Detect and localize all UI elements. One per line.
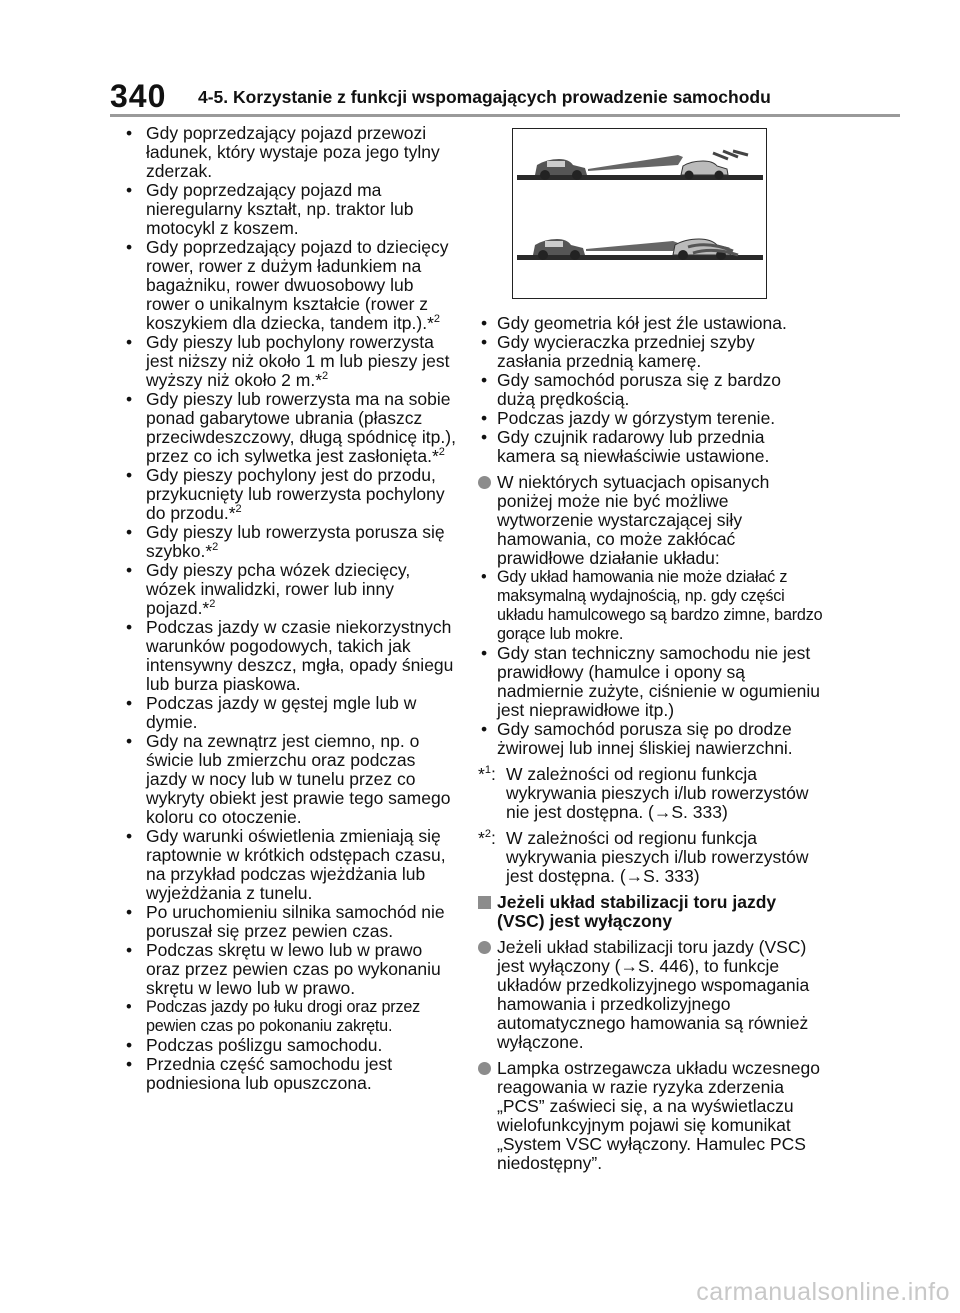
list-item-text: Gdy warunki oświetlenia zmieniają się raptownie w krótkich odstępach czasu, na przykład podczas wjeżdżania lub wyjeżdżania z tunelu. [146, 826, 446, 903]
left-column [110, 124, 460, 1093]
list-item-text: Gdy pieszy lub pochylony rowerzysta jest niższy niż około 1 m lub pieszy jest wyższy niż około 2 m.* [146, 332, 450, 390]
note-text: Lampka ostrzegawcza układu wczesnego reagowania w razie ryzyka zderzenia „PCS” zaświeci się, a na wyświetlaczu wielofunkcyjnym pojawi się komunikat „System VSC wyłączony. Hamulec PCS niedostępny”. [497, 1058, 820, 1173]
list-item-text: Gdy stan techniczny samochodu nie jest prawidłowy (hamulce i opony są nadmiernie zużyte, ciśnienie w ogumieniu jest nieprawidłowe itp.) [497, 643, 820, 720]
list-item-text: Gdy samochód porusza się z bardzo dużą prędkością. [497, 370, 782, 409]
list-item [110, 1055, 460, 1093]
right-bullet-list-2 [478, 568, 823, 758]
list-item-text: Gdy pieszy pcha wózek dziecięcy, wózek inwalidzki, rower lub inny pojazd.* [146, 560, 411, 618]
radar-scene-graphic [513, 129, 767, 299]
list-item [478, 314, 823, 333]
page-header [110, 78, 900, 114]
page-number: 340 [110, 78, 167, 114]
right-bullet-list-1 [478, 314, 823, 466]
list-item [478, 720, 823, 758]
list-item-text: Gdy czujnik radarowy lub przednia kamera są niewłaściwie ustawione. [497, 427, 770, 466]
footnote-mark: *$^1$: [478, 764, 496, 784]
list-item-text: Gdy samochód porusza się po drodze żwirowej lub innej śliskiej nawierzchni. [497, 719, 793, 758]
list-item [110, 1036, 460, 1055]
footnote-ref: 2 [212, 541, 219, 553]
list-item-text: Gdy pieszy lub rowerzysta ma na sobie ponad gabarytowe ubrania (płaszcz przeciwdeszczowy, długą spódnicę itp.), przez co ich sylwetka jest zasłonięta.* [146, 389, 456, 466]
list-item [110, 998, 460, 1036]
list-item [110, 561, 460, 618]
list-item [110, 827, 460, 903]
footnote-star: * [478, 764, 485, 784]
radar-illustration [512, 128, 767, 299]
left-bullet-list [110, 124, 460, 1093]
footnote-number: 2 [484, 828, 491, 840]
list-item [478, 333, 823, 371]
list-item [110, 124, 460, 181]
list-item-text: Podczas jazdy po łuku drogi oraz przez pewien czas po pokonaniu zakrętu. [146, 998, 421, 1035]
footnotes [478, 765, 823, 886]
list-item [110, 390, 460, 466]
watermark: carmanualsonline.info [696, 1278, 950, 1306]
list-item [110, 694, 460, 732]
footnote [478, 765, 823, 822]
list-item [110, 466, 460, 523]
list-item-text: Gdy pieszy pochylony jest do przodu, przykucnięty lub rowerzysta pochylony do przodu.* [146, 465, 445, 523]
list-item [478, 644, 823, 720]
circle-bullet-icon [478, 476, 491, 489]
list-item [110, 903, 460, 941]
chapter-title: 4-5. Korzystanie z funkcji wspomagających prowadzenie samochodu [198, 87, 771, 107]
list-item-text: Gdy poprzedzający pojazd to dziecięcy rower, rower z dużym ładunkiem na bagażniku, rower dwuosobowy lub rower o unikalnym kształcie (rower z koszykiem dla dziecka, tandem itp.).* [146, 237, 449, 333]
footnote-ref: 2 [433, 313, 441, 325]
list-item-text: Gdy wycieraczka przedniej szyby zasłania przednią kamerę. [497, 332, 755, 371]
list-item [110, 732, 460, 827]
note-vsc-off [478, 938, 823, 1052]
list-item [478, 409, 823, 428]
square-bullet-icon [478, 896, 491, 909]
list-item-text: Podczas jazdy w gęstej mgle lub w dymie. [146, 693, 417, 732]
radar-beam-top-icon [588, 155, 683, 171]
footnote-star: * [478, 828, 485, 848]
list-item-text: Przednia część samochodu jest podniesiona lub opuszczona. [146, 1054, 393, 1093]
footnote-mark: *$^2$: [478, 828, 496, 848]
footnote-ref: 2 [322, 370, 329, 382]
list-item [478, 428, 823, 466]
list-item-text: Podczas skrętu w lewo lub w prawo oraz przez pewien czas po wykonaniu skrętu w lewo lub w prawo. [146, 940, 441, 998]
note-pcs-warning [478, 1059, 823, 1173]
list-item-text: Podczas jazdy w górzystym terenie. [497, 408, 776, 428]
note-text: Jeżeli układ stabilizacji toru jazdy (VSC) jest wyłączony (→S. 446), to funkcje układów przedkolizyjnego wspomagania hamowania i przedkolizyjnego automatycznego hamowania są również wyłączone. [497, 937, 810, 1052]
list-item-text: Gdy pieszy lub rowerzysta porusza się szybko.* [146, 522, 445, 561]
footnote-number: 1 [484, 764, 491, 776]
header-rule [110, 114, 900, 117]
footnote-ref: 2 [438, 446, 445, 458]
list-item-text: Gdy układ hamowania nie może działać z maksymalną wydajnością, np. gdy części układu hamulcowego są bardzo zimne, bardzo gorące lub mokre. [497, 568, 823, 643]
list-item-text: Gdy poprzedzający pojazd przewozi ładunek, który wystaje poza jego tylny zderzak. [146, 123, 440, 181]
footnote-ref: 2 [209, 598, 216, 610]
right-column [478, 314, 823, 1173]
list-item [478, 568, 823, 644]
list-item-text: Gdy poprzedzający pojazd ma nieregularny kształt, np. traktor lub motocykl z koszem. [146, 180, 414, 238]
list-item [110, 618, 460, 694]
list-item [478, 371, 823, 409]
circle-bullet-icon [478, 941, 491, 954]
list-item-text: Podczas jazdy w czasie niekorzystnych warunków pogodowych, takich jak intensywny deszcz, mgła, opady śniegu lub burza piaskowa. [146, 617, 454, 694]
radar-beam-bottom-icon [586, 241, 678, 251]
note-text: W niektórych sytuacjach opisanych poniżej może nie być możliwe wytworzenie wystarczającej siły hamowania, co może zakłócać prawidłowe działanie układu: [497, 472, 770, 568]
section-heading-text: Jeżeli układ stabilizacji toru jazdy (VSC) jest wyłączony [497, 892, 777, 931]
list-item-text: Podczas poślizgu samochodu. [146, 1035, 383, 1055]
list-item [110, 941, 460, 998]
section-heading [478, 893, 823, 931]
footnote [478, 829, 823, 886]
list-item [110, 238, 460, 333]
list-item [110, 333, 460, 390]
list-item [110, 181, 460, 238]
list-item-text: Po uruchomieniu silnika samochód nie poruszał się przez pewien czas. [146, 902, 445, 941]
list-item-text: Gdy geometria kół jest źle ustawiona. [497, 313, 787, 333]
footnote-text: W zależności od regionu funkcja wykrywania pieszych i/lub rowerzystów jest dostępna. (→S. 333) [506, 828, 809, 886]
list-item [110, 523, 460, 561]
footnote-text: W zależności od regionu funkcja wykrywania pieszych i/lub rowerzystów nie jest dostępna. (→S. 333) [506, 764, 809, 822]
circle-bullet-icon [478, 1062, 491, 1075]
note-braking-force [478, 473, 823, 568]
list-item-text: Gdy na zewnątrz jest ciemno, np. o świcie lub zmierzchu oraz podczas jazdy w nocy lub w tunelu przez co wykryty obiekt jest prawie tego samego koloru co otoczenie. [146, 731, 451, 827]
footnote-ref: 2 [235, 503, 242, 515]
